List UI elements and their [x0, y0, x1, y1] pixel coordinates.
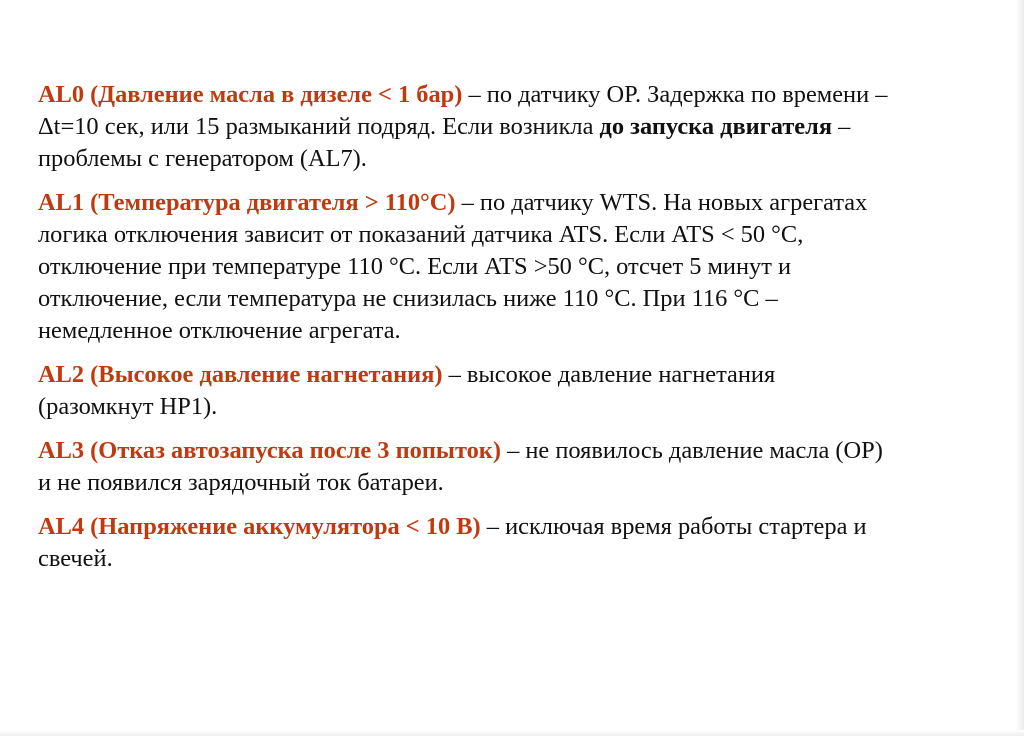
alarm-al4-text-line1: – исключая время работы стартера и — [480, 513, 867, 540]
alarm-al0-heading: AL0 (Давление масла в дизеле < 1 бар) — [38, 81, 463, 108]
alarm-al4-paragraph — [38, 511, 998, 575]
alarm-al3-heading: AL3 (Отказ автозапуска после 3 попыток) — [38, 437, 501, 464]
alarm-al3-text-line1: – не появилось давление масла (OP) — [500, 437, 883, 464]
alarm-al1-text-line2: логика отключения зависит от показаний датчика ATS. Если ATS < 50 °C, — [38, 221, 804, 248]
alarm-al0-text-line2a: Δt=10 сек, или 15 размыканий подряд. Если возникла — [38, 113, 600, 140]
alarm-al2-text-line2: (разомкнут HP1). — [38, 393, 218, 420]
alarm-al1-text-line3: отключение при температуре 110 °C. Если ATS >50 °C, отсчет 5 минут и — [38, 253, 792, 280]
slide-edge-shadow-bottom — [0, 730, 1024, 736]
alarm-al0-text-bold: до запуска двигателя — [599, 113, 833, 140]
alarm-al1-heading: AL1 (Температура двигателя > 110°C) — [38, 189, 456, 216]
alarm-al1-paragraph — [38, 187, 998, 347]
alarm-al1-text-line1: – по датчику WTS. На новых агрегатах — [455, 189, 868, 216]
slide-content — [38, 79, 998, 587]
slide-edge-shadow-right — [1016, 0, 1024, 736]
alarm-al0-text-line1: – по датчику OP. Задержка по времени – — [462, 81, 888, 108]
alarm-al3-paragraph — [38, 435, 998, 499]
alarm-al0-text-line2b: – — [832, 113, 851, 140]
alarm-al0-text-line3: проблемы с генератором (AL7). — [38, 145, 367, 172]
alarm-al1-text-line4: отключение, если температура не снизилась ниже 110 °C. При 116 °C – — [38, 285, 778, 312]
alarm-al4-heading: AL4 (Напряжение аккумулятора < 10 В) — [38, 513, 481, 540]
alarm-al2-text-line1: – высокое давление нагнетания — [442, 361, 776, 388]
alarm-al2-heading: AL2 (Высокое давление нагнетания) — [38, 361, 443, 388]
alarm-al1-text-line5: немедленное отключение агрегата. — [38, 317, 401, 344]
alarm-al3-text-line2: и не появился зарядочный ток батареи. — [38, 469, 444, 496]
alarm-al2-paragraph — [38, 359, 998, 423]
alarm-al0-paragraph — [38, 79, 998, 175]
alarm-al4-text-line2: свечей. — [38, 545, 113, 572]
